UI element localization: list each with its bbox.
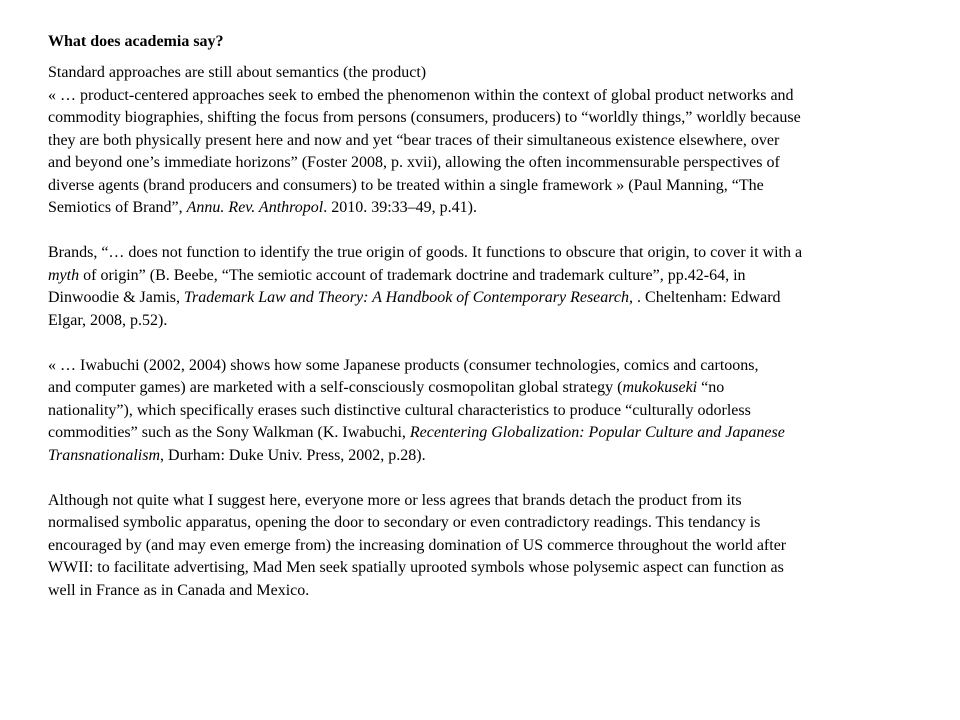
paragraph-gap	[48, 220, 940, 243]
text-line	[48, 287, 940, 310]
text-line: nationality”), which specifically erases such distinctive cultural characteristics to produce “culturally odorless	[48, 401, 751, 419]
text-line: « … product-centered approaches seek to embed the phenomenon within the context of global product networks and	[48, 86, 794, 104]
paragraph-gap	[48, 332, 940, 355]
text-line	[48, 265, 940, 288]
text-segment: , Durham: Duke Univ. Press, 2002, p.28).	[160, 446, 426, 464]
text-segment: and computer games) are marketed with a self-consciously cosmopolitan global strategy (	[48, 379, 623, 396]
text-segment: of origin” (B. Beebe, “The semiotic account of trademark doctrine and trademark culture”, pp.42-64, in	[79, 266, 746, 284]
text-line: « … Iwabuchi (2002, 2004) shows how some Japanese products (consumer technologies, comics and cartoons,	[48, 356, 759, 374]
text-segment: “no	[697, 379, 725, 396]
text-line: WWII: to facilitate advertising, Mad Men seek spatially uprooted symbols whose polysemic aspect can function as	[48, 559, 784, 576]
journal-title: Annu. Rev. Anthropol	[186, 199, 324, 216]
text-line	[48, 422, 940, 445]
book-title: Recentering Globalization: Popular Culture and Japanese	[409, 424, 785, 441]
emphasis-word: myth	[48, 266, 80, 284]
body-text	[48, 62, 940, 602]
text-line: and beyond one’s immediate horizons” (Foster 2008, p. xvii), allowing the often incommensurable perspectives of	[48, 154, 780, 171]
paragraph-semantics	[48, 62, 940, 220]
book-title: Transnationalism	[48, 446, 161, 464]
text-line	[48, 197, 940, 220]
text-line: encouraged by (and may even emerge from) the increasing domination of US commerce throughout the world after	[48, 536, 787, 554]
paragraph-brands-myth	[48, 242, 940, 332]
text-line: normalised symbolic apparatus, opening the door to secondary or even contradictory readings. This tendancy is	[48, 514, 761, 531]
paragraph-iwabuchi	[48, 355, 940, 468]
text-line: Although not quite what I suggest here, everyone more or less agrees that brands detach the product from its	[48, 491, 742, 509]
text-line: commodity biographies, shifting the focus from persons (consumers, producers) to “worldly things,” worldly because	[48, 109, 801, 126]
text-line	[48, 445, 940, 468]
text-segment: Dinwoodie & Jamis,	[48, 289, 184, 306]
text-line: Elgar, 2008, p.52).	[48, 311, 168, 329]
text-line: well in France as in Canada and Mexico.	[48, 581, 310, 599]
text-segment: Semiotics of Brand”,	[48, 199, 187, 216]
text-line: diverse agents (brand producers and consumers) to be treated within a single framework » (Paul Manning, “The	[48, 176, 764, 194]
emphasis-word: mukokuseki	[622, 379, 698, 396]
text-line: they are both physically present here and now and yet “bear traces of their simultaneous existence elsewhere, over	[48, 131, 780, 149]
text-line	[48, 377, 940, 400]
book-title: Trademark Law and Theory: A Handbook of Contemporary Research,	[184, 289, 638, 306]
text-segment: commodities” such as the Sony Walkman (K. Iwabuchi,	[48, 424, 410, 441]
paragraph-gap	[48, 467, 940, 490]
text-segment: . Cheltenham: Edward	[637, 289, 781, 306]
text-line: Brands, “… does not function to identify the true origin of goods. It functions to obscure that origin, to cover it with a	[48, 244, 803, 261]
paragraph-conclusion	[48, 490, 940, 603]
text-line: Standard approaches are still about semantics (the product)	[48, 64, 427, 81]
slide-title: What does academia say?	[48, 33, 224, 50]
text-segment: . 2010. 39:33–49, p.41).	[323, 199, 477, 216]
